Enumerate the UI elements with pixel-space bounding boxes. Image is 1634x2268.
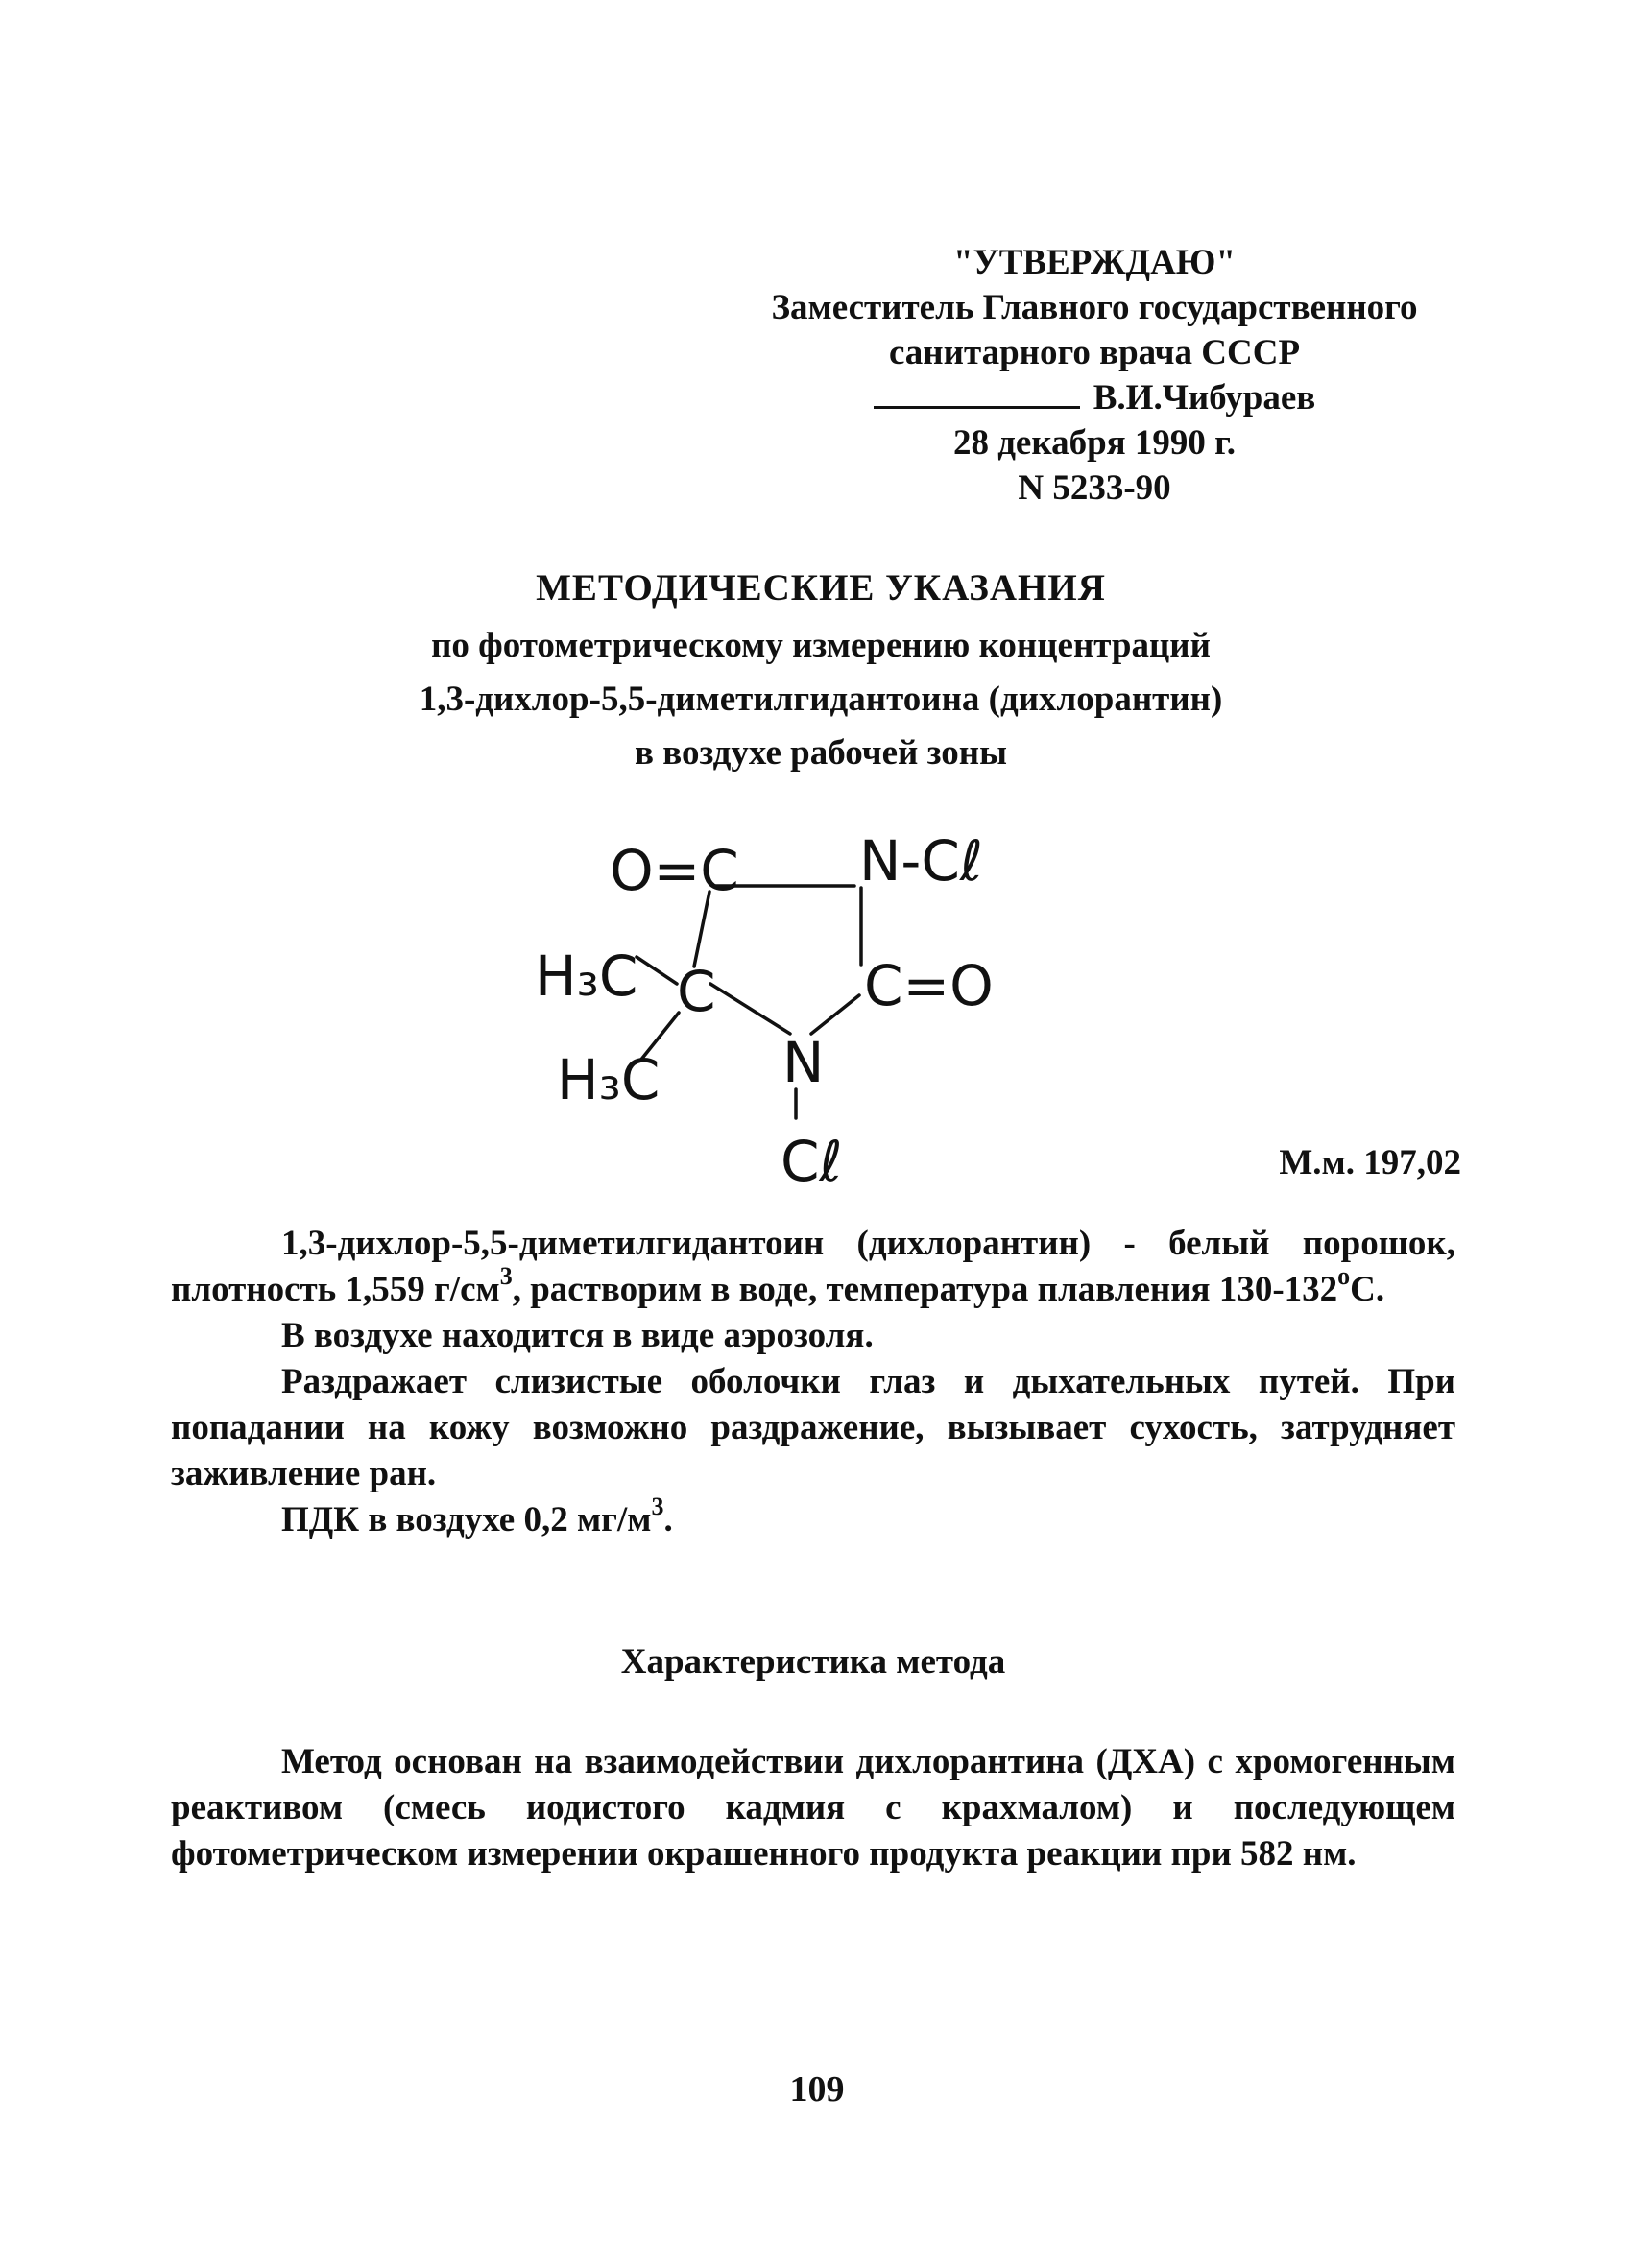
degree-superscript: о — [1337, 1261, 1351, 1290]
bond-c-n-lower-right — [811, 995, 859, 1034]
description-paragraph-4 — [171, 1492, 1455, 1543]
section-heading: Характеристика метода — [620, 1642, 1006, 1682]
description-p1-text2: , растворим в воде, температура плавления 130-132 — [512, 1270, 1338, 1309]
molecular-weight: М.м. 197,02 — [1279, 1143, 1461, 1182]
description-p4-text1: ПДК в воздухе 0,2 мг/м — [281, 1500, 652, 1540]
description-paragraph-1 — [171, 1221, 1455, 1313]
approval-number: N 5233-90 — [1018, 468, 1171, 508]
bond-c-n-lower-left — [710, 984, 790, 1034]
formula-label-o-c: O=C — [610, 838, 739, 903]
signature-line — [874, 377, 1080, 409]
approval-block — [672, 240, 1517, 511]
description-block — [171, 1221, 1455, 1543]
title-line3: в воздухе рабочей зоны — [635, 733, 1007, 773]
description-paragraph-3: Раздражает слизистые оболочки глаз и дыхательных путей. При попадании на кожу возможно раздражение, вызывает сухость, затрудняет заживление ран. — [171, 1362, 1455, 1493]
approval-signature-row — [672, 375, 1517, 420]
page-number: 109 — [789, 2069, 845, 2110]
structural-formula — [523, 830, 1003, 1185]
formula-label-cl-bottom: Cℓ — [781, 1129, 843, 1185]
formula-label-h3c-lower: H₃C — [557, 1047, 661, 1112]
formula-label-c-o-right: C=O — [864, 953, 994, 1018]
title-main: МЕТОДИЧЕСКИЕ УКАЗАНИЯ — [536, 567, 1106, 609]
method-description — [171, 1739, 1455, 1877]
document-title — [250, 561, 1392, 780]
approval-signatory: В.И.Чибураев — [1093, 378, 1316, 418]
description-p1-text3: С. — [1350, 1270, 1385, 1309]
approval-heading: "УТВЕРЖДАЮ" — [953, 243, 1236, 282]
description-p4-text2: . — [663, 1500, 673, 1540]
approval-date: 28 декабря 1990 г. — [952, 423, 1237, 463]
approval-position-line1: Заместитель Главного государственного — [771, 288, 1418, 327]
formula-label-n-bottom: N — [782, 1030, 825, 1095]
formula-label-n-cl: N-Cℓ — [859, 830, 983, 894]
mac-unit-superscript: 3 — [651, 1492, 664, 1520]
title-line1: по фотометрическому измерению концентраций — [431, 626, 1211, 665]
density-unit-superscript: 3 — [499, 1261, 513, 1290]
description-p1-text1: 1,3-дихлор-5,5-диметилгидантоин (дихлорантин) - белый порошок, плотность 1,559 г/см — [171, 1224, 1455, 1309]
formula-label-h3c-upper: H₃C — [535, 943, 638, 1009]
title-line2: 1,3-дихлор-5,5-диметилгидантоина (дихлорантин) — [419, 680, 1223, 719]
bond-h3c-upper — [637, 957, 677, 984]
method-paragraph: Метод основан на взаимодействии дихлорантина (ДХА) с хромогенным реактивом (смесь иодистого кадмия с крахмалом) и последующем фотометрическом измерении окрашенного продукта реакции при 582 нм. — [171, 1742, 1455, 1874]
formula-label-c-center: C — [677, 959, 716, 1024]
description-paragraph-2: В воздухе находится в виде аэрозоля. — [281, 1316, 874, 1355]
approval-position-line2: санитарного врача СССР — [888, 333, 1301, 372]
